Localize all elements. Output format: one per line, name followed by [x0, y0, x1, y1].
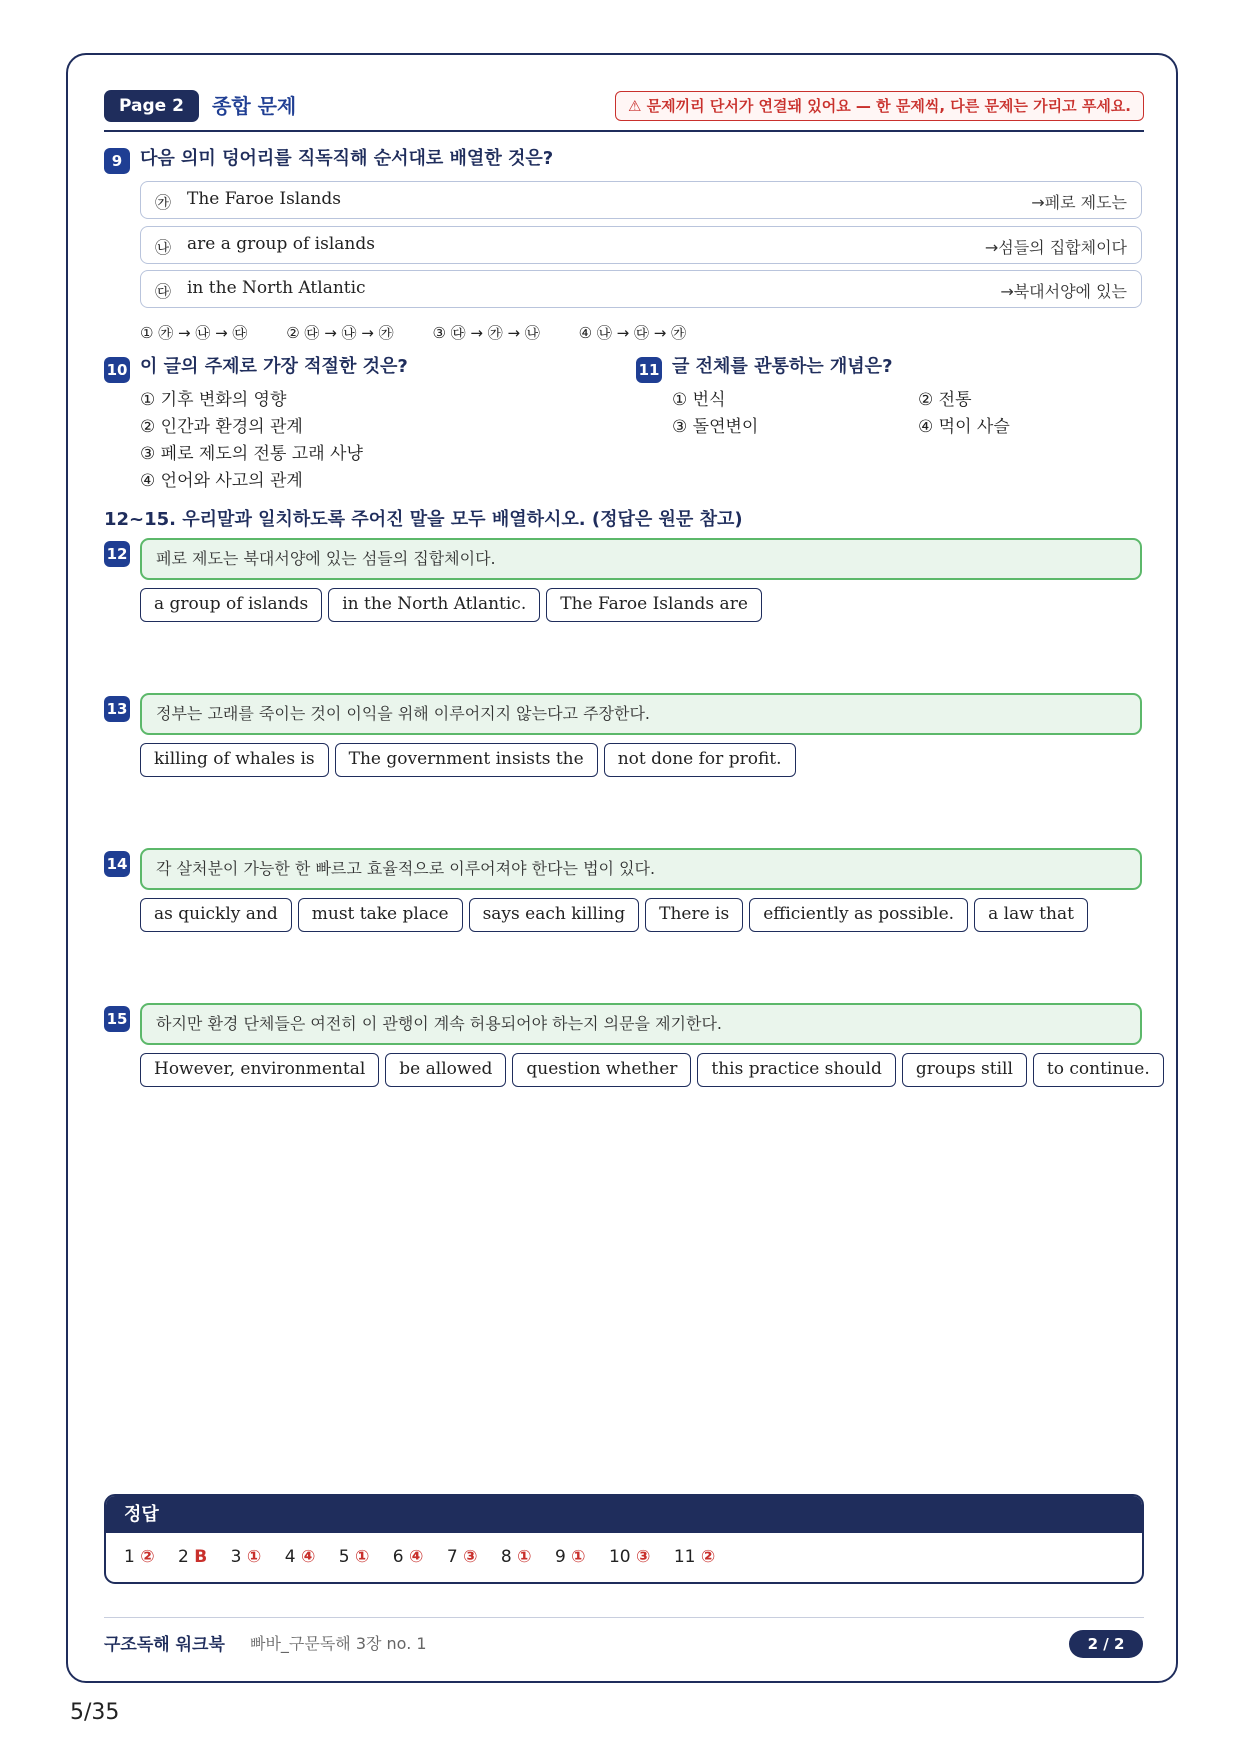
answer-key	[104, 1494, 1144, 1584]
option-2[interactable]: ② ㉰ → ㉯ → ㉮	[286, 324, 394, 342]
korean-sentence: 정부는 고래를 죽이는 것이 이익을 위해 이루어지지 않는다고 주장한다.	[140, 693, 1142, 735]
word-chip[interactable]: as quickly and	[140, 898, 292, 932]
chunk-english: The Faroe Islands	[187, 189, 341, 209]
question-9-options	[140, 322, 720, 343]
page-header	[104, 90, 1144, 132]
word-chip[interactable]: question whether	[512, 1053, 691, 1087]
chunk-marker: ㉰	[155, 282, 172, 301]
option-2[interactable]: ② 전통	[918, 390, 972, 410]
answer-item: 1 ②	[124, 1547, 155, 1567]
chunk-row	[140, 181, 1142, 219]
document-page-number: 5/35	[70, 1700, 120, 1725]
warning-banner: ⚠ 문제끼리 단서가 연결돼 있어요 — 한 문제씩, 다른 문제는 가리고 푸세요.	[615, 91, 1144, 121]
answer-item: 4 ④	[284, 1547, 316, 1567]
option-1[interactable]: ① 번식	[672, 390, 726, 410]
question-number-12: 12	[104, 541, 130, 567]
word-chip[interactable]: groups still	[902, 1053, 1027, 1087]
option-1[interactable]: ① ㉮ → ㉯ → ㉰	[140, 324, 248, 342]
option-3[interactable]: ③ ㉰ → ㉮ → ㉯	[432, 324, 540, 342]
option-3[interactable]: ③ 페로 제도의 전통 고래 사냥	[140, 444, 363, 464]
chunk-korean: →북대서양에 있는	[1000, 282, 1127, 301]
option-4[interactable]: ④ ㉯ → ㉰ → ㉮	[578, 324, 687, 342]
chunk-row	[140, 226, 1142, 264]
word-chip[interactable]: efficiently as possible.	[749, 898, 968, 932]
chunk-marker: ㉯	[155, 238, 172, 257]
footer-title: 구조독해 워크북	[104, 1635, 225, 1655]
chunk-english: are a group of islands	[187, 234, 375, 254]
chunk-korean: →페로 제도는	[1031, 193, 1127, 212]
korean-sentence: 페로 제도는 북대서양에 있는 섬들의 집합체이다.	[140, 538, 1142, 580]
answer-item: 8 ①	[500, 1547, 532, 1567]
chunk-row	[140, 270, 1142, 308]
korean-sentence: 각 살처분이 가능한 한 빠르고 효율적으로 이루어져야 한다는 법이 있다.	[140, 848, 1142, 890]
word-chip[interactable]: There is	[645, 898, 743, 932]
word-chip[interactable]: a group of islands	[140, 588, 322, 622]
word-chip[interactable]: this practice should	[697, 1053, 895, 1087]
footer-page-indicator: 2 / 2	[1069, 1630, 1143, 1658]
question-number-11: 11	[636, 357, 662, 383]
word-chip[interactable]: must take place	[298, 898, 463, 932]
answer-list	[106, 1533, 1142, 1567]
option-2[interactable]: ② 인간과 환경의 관계	[140, 417, 303, 437]
word-chip[interactable]: The Faroe Islands are	[546, 588, 762, 622]
question-9-text: 다음 의미 덩어리를 직독직해 순서대로 배열한 것은?	[140, 148, 554, 169]
word-chip[interactable]: not done for profit.	[604, 743, 796, 777]
answer-item: 6 ④	[392, 1547, 424, 1567]
question-11-text: 글 전체를 관통하는 개념은?	[672, 356, 893, 377]
question-number-13: 13	[104, 696, 130, 722]
question-number-14: 14	[104, 851, 130, 877]
answer-item: 3 ①	[230, 1547, 262, 1567]
word-chip[interactable]: The government insists the	[335, 743, 598, 777]
word-chip[interactable]: in the North Atlantic.	[328, 588, 540, 622]
question-number-10: 10	[104, 357, 130, 383]
chunk-korean: →섬들의 집합체이다	[984, 238, 1127, 257]
answer-item: 2 B	[178, 1547, 208, 1567]
word-chip[interactable]: killing of whales is	[140, 743, 329, 777]
question-number-15: 15	[104, 1006, 130, 1032]
word-bank	[140, 1053, 1170, 1087]
answer-item: 5 ①	[338, 1547, 370, 1567]
answer-item: 10 ③	[608, 1547, 651, 1567]
section-title: 종합 문제	[212, 94, 297, 118]
option-3[interactable]: ③ 돌연변이	[672, 417, 759, 437]
answer-item: 9 ①	[554, 1547, 586, 1567]
word-bank	[140, 588, 768, 622]
word-chip[interactable]: However, environmental	[140, 1053, 379, 1087]
word-chip[interactable]: says each killing	[469, 898, 640, 932]
option-4[interactable]: ④ 언어와 사고의 관계	[140, 471, 303, 491]
chunk-english: in the North Atlantic	[187, 278, 366, 298]
answer-item: 7 ③	[446, 1547, 478, 1567]
word-bank	[140, 743, 802, 777]
word-chip[interactable]: be allowed	[385, 1053, 506, 1087]
option-4[interactable]: ④ 먹이 사슬	[918, 417, 1010, 437]
word-bank	[140, 898, 1094, 932]
footer-subtitle: 빠바_구문독해 3장 no. 1	[250, 1634, 427, 1653]
korean-sentence: 하지만 환경 단체들은 여전히 이 관행이 계속 허용되어야 하는지 의문을 제기한다.	[140, 1003, 1142, 1045]
page-label: Page 2	[104, 90, 199, 122]
option-1[interactable]: ① 기후 변화의 영향	[140, 390, 287, 410]
footer-divider	[104, 1617, 1144, 1618]
question-number-9: 9	[104, 148, 130, 174]
question-10-text: 이 글의 주제로 가장 적절한 것은?	[140, 356, 408, 377]
word-chip[interactable]: a law that	[974, 898, 1088, 932]
answer-item: 11 ②	[673, 1547, 716, 1567]
answer-key-title: 정답	[106, 1496, 1142, 1533]
word-chip[interactable]: to continue.	[1033, 1053, 1164, 1087]
chunk-marker: ㉮	[155, 193, 172, 212]
instruction-12-15: 12~15. 우리말과 일치하도록 주어진 말을 모두 배열하시오. (정답은 원문 참고)	[104, 509, 743, 530]
